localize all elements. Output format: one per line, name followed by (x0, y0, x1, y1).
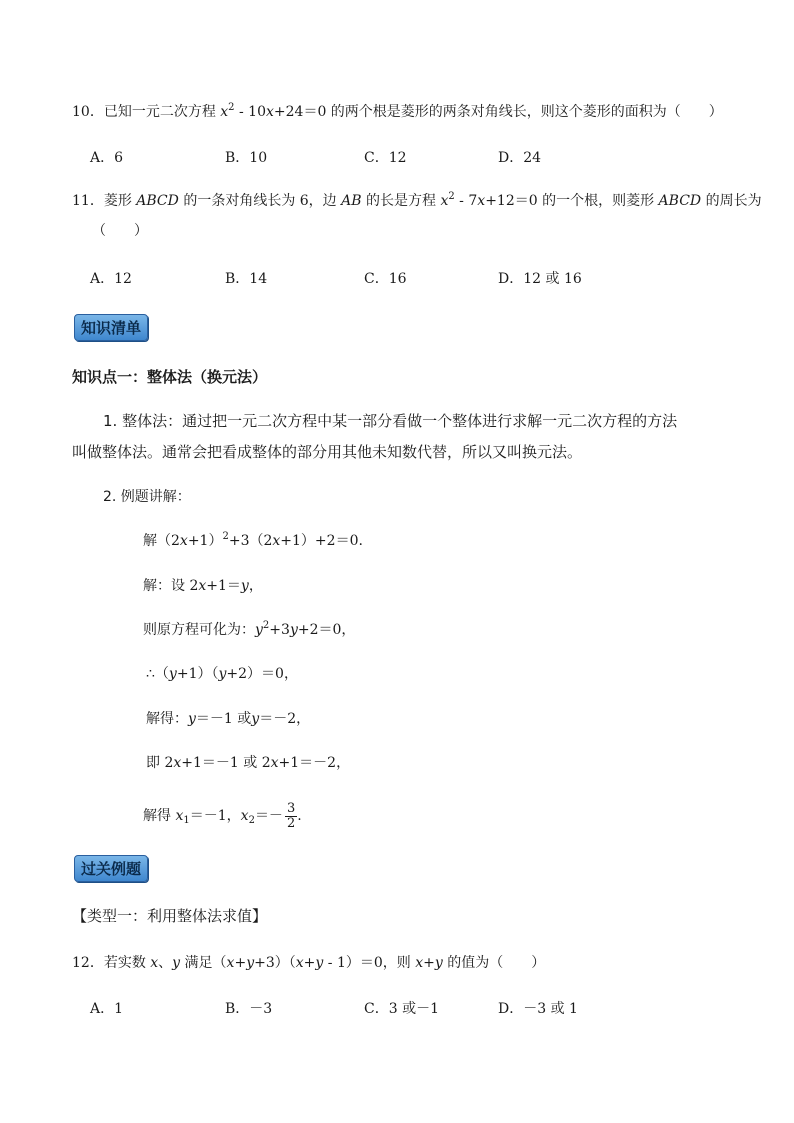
example-line-4: ∴（y+1）（y+2）＝0， (146, 666, 298, 682)
example-line-6: 即 2x+1＝－1 或 2x+1＝－2， (146, 755, 351, 771)
example-line-7: 解得 $x_1=-1$，$x_2=-$ $\frac{3}{2}$ . (143, 800, 302, 831)
example-line-3: 则原方程可化为：$y^2+3y+2=0$， (143, 620, 356, 638)
q10-option-a[interactable]: A．6 (90, 150, 124, 166)
kp1-paragraph-1-line-2: 叫做整体法。通常会把看成整体的部分用其他未知数代替，所以又叫换元法。 (72, 443, 583, 461)
kp1-paragraph-2: 2. 例题讲解： (103, 489, 191, 505)
question-12: 12．若实数 x、y 满足（x+y+3）（x+y - 1）＝0，则 x+y 的值为（ ） (72, 955, 546, 971)
example-line-1: 解$(2x+1)^2+3(2x+1)+2=0$. (143, 531, 363, 549)
q10-option-c[interactable]: C．12 (364, 150, 407, 166)
q11-option-b[interactable]: B．14 (225, 271, 268, 287)
question-10: 10．已知一元二次方程 $x^2 - 10x+24=0$ 的两个根是菱形的两条对角线长，则这个菱形的面积为（ ） (72, 102, 723, 120)
knowledge-point-1-title: 知识点一：整体法（换元法） (72, 368, 268, 386)
q11-option-c[interactable]: C．16 (364, 271, 407, 287)
q12-option-d[interactable]: D．－3 或 1 (498, 1001, 578, 1017)
kp1-paragraph-1-line-1: 1. 整体法：通过把一元二次方程中某一部分看做一个整体进行求解一元二次方程的方法 (103, 412, 678, 430)
q11-option-d[interactable]: D．12 或 16 (498, 271, 582, 287)
question-11: 11．菱形 ABCD 的一条对角线长为 6，边 AB 的长是方程 $x^2 - 7x+12=0$ 的一个根，则菱形 ABCD 的周长为 (72, 191, 762, 209)
example-line-2: 解：设 2x+1＝y， (143, 578, 263, 594)
q11-option-a[interactable]: A．12 (90, 271, 132, 287)
q12-option-a[interactable]: A．1 (90, 1001, 124, 1017)
q12-option-c[interactable]: C．3 或－1 (364, 1001, 439, 1017)
q10-option-d[interactable]: D．24 (498, 150, 542, 166)
q12-option-b[interactable]: B．－3 (225, 1001, 273, 1017)
fraction: $\frac{3}{2}$ (286, 800, 296, 831)
q10-option-b[interactable]: B．10 (225, 150, 268, 166)
section-badge-practice: 过关例题 (74, 855, 148, 882)
question-11-answer-paren: （ ） (92, 223, 148, 239)
type-1-heading: 【类型一：利用整体法求值】 (72, 907, 268, 925)
example-line-5: 解得：y＝－1 或y＝－2， (146, 711, 311, 727)
section-badge-knowledge-list: 知识清单 (74, 314, 148, 341)
